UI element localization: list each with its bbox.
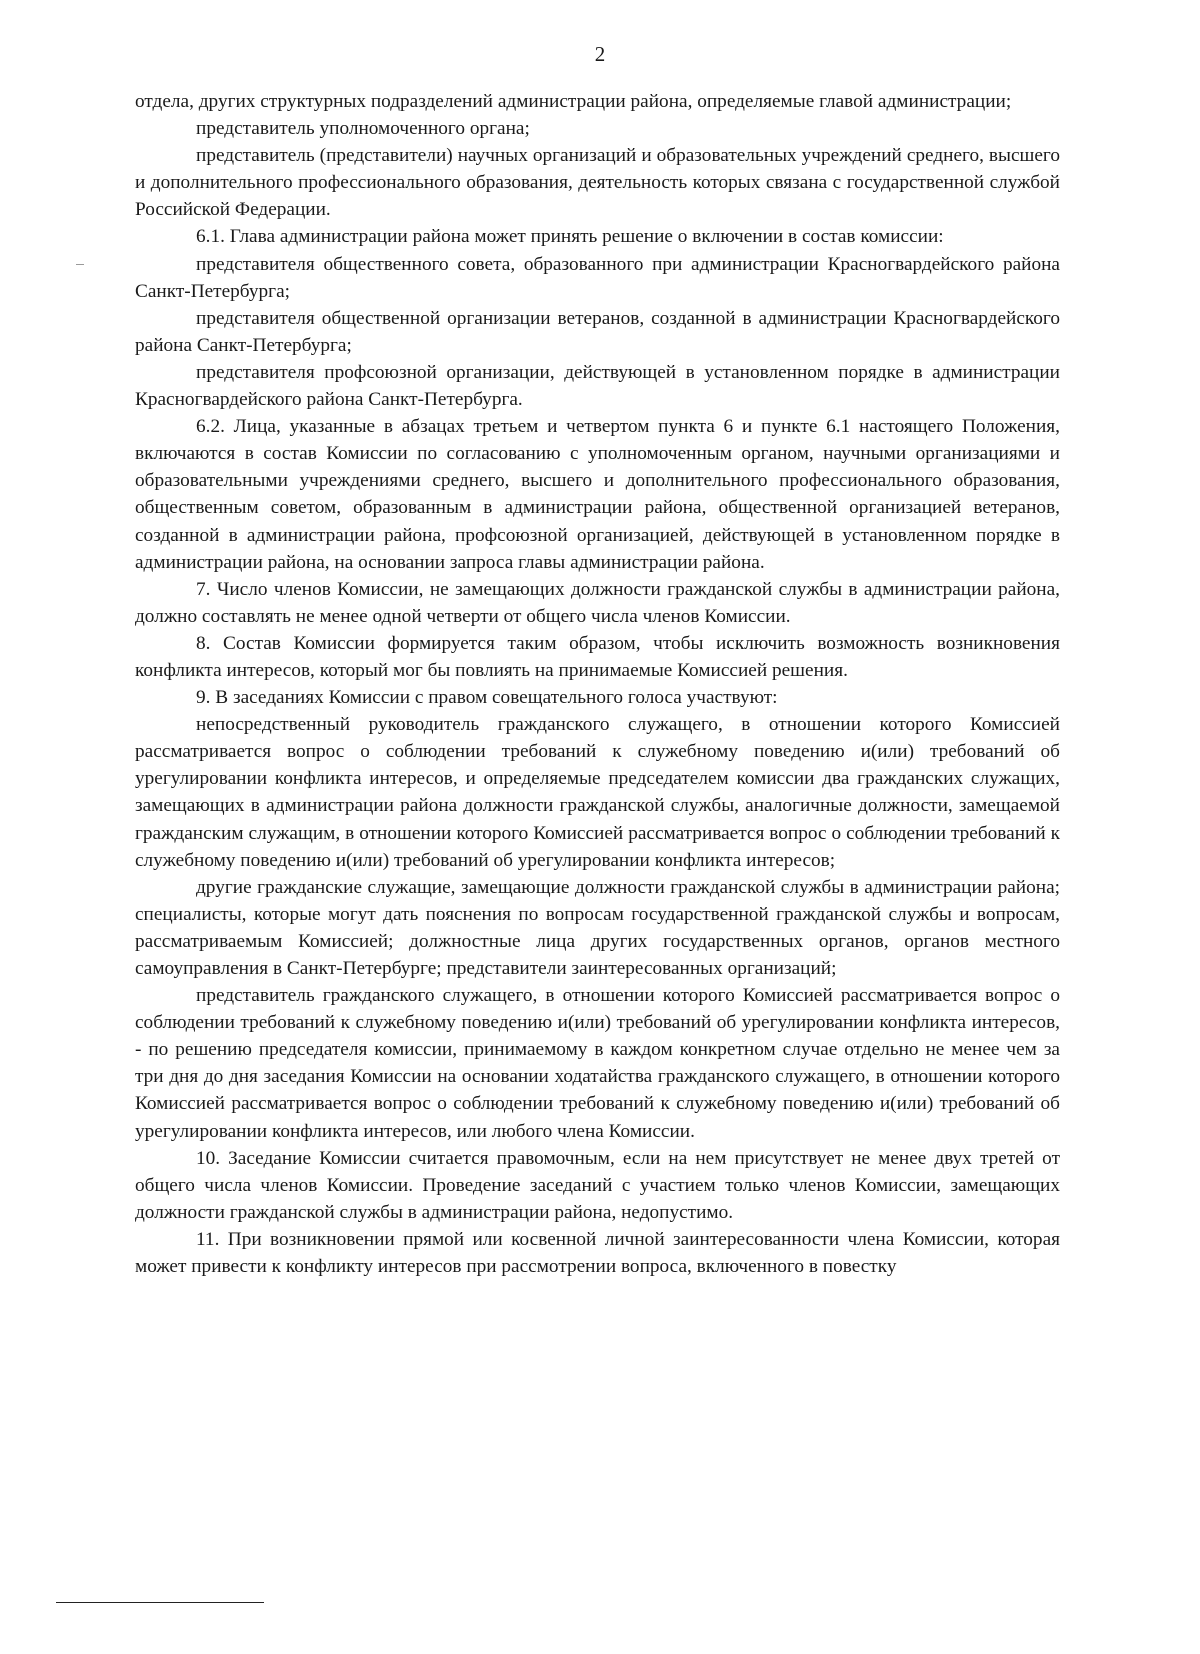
paragraph: 6.2. Лица, указанные в абзацах третьем и четвертом пункта 6 и пункте 6.1 настоящего Положения, включаются в состав Комиссии по согласованию с уполномоченным органом, научными организациями и образовательными учреждениями среднего, высшего и дополнительного профессионального образования, общественным советом, образованным в администрации района, общественной организацией ветеранов, созданной в администрации района, профсоюзной организацией, действующей в установленном порядке в администрации района, на основании запроса главы администрации района. (135, 416, 1060, 573)
paragraph: 9. В заседаниях Комиссии с правом совещательного голоса участвуют: (196, 687, 778, 709)
document-body (135, 88, 1060, 1280)
paragraph: другие гражданские служащие, замещающие должности гражданской службы в администрации района; специалисты, которые могут дать пояснения по вопросам государственной гражданской службы и вопросам, рассматриваемым Комиссией; должностные лица других государственных органов, органов местного самоуправления в Санкт-Петербурге; представители заинтересованных организаций; (135, 876, 1060, 979)
footnote-rule (56, 1602, 264, 1603)
paragraph: 10. Заседание Комиссии считается правомочным, если на нем присутствует не менее двух третей от общего числа членов Комиссии. Проведение заседаний с участием только членов Комиссии, замещающих должности гражданской службы в администрации района, недопустимо. (135, 1147, 1060, 1223)
paragraph: представителя профсоюзной организации, действующей в установленном порядке в администрации Красногвардейского района Санкт-Петербурга. (135, 361, 1060, 411)
paragraph: непосредственный руководитель гражданского служащего, в отношении которого Комиссией рассматривается вопрос о соблюдении требований к служебному поведению и(или) требований об урегулировании конфликта интересов, и определяемые председателем комиссии два гражданских служащих, замещающих в администрации района должности гражданской службы, аналогичные должности, замещаемой гражданским служащим, в отношении которого Комиссией рассматривается вопрос о соблюдении требований к служебному поведению и(или) требований об урегулировании конфликта интересов; (135, 714, 1060, 871)
paragraph: представитель гражданского служащего, в отношении которого Комиссией рассматривается вопрос о соблюдении требований к служебному поведению и(или) требований об урегулировании конфликта интересов, - по решению председателя комиссии, принимаемому в каждом конкретном случае отдельно не менее чем за три дня до дня заседания Комиссии на основании ходатайства гражданского служащего, в отношении которого Комиссией рассматривается вопрос о соблюдении требований к служебному поведению и(или) требований об урегулировании конфликта интересов, или любого члена Комиссии. (135, 985, 1060, 1142)
paragraph: 8. Состав Комиссии формируется таким образом, чтобы исключить возможность возникновения конфликта интересов, который мог бы повлиять на принимаемые Комиссией решения. (135, 632, 1060, 681)
paragraph: отдела, других структурных подразделений администрации района, определяемые главой администрации; (135, 91, 1012, 112)
paragraph: 6.1. Глава администрации района может принять решение о включении в состав комиссии: (196, 226, 944, 248)
paragraph: 7. Число членов Комиссии, не замещающих должности гражданской службы в администрации района, должно составлять не менее одной четверти от общего числа членов Комиссии. (135, 578, 1060, 627)
paragraph: представителя общественной организации ветеранов, созданной в администрации Красногвардейского района Санкт-Петербурга; (135, 307, 1060, 356)
margin-mark (76, 264, 84, 265)
paragraph: представитель уполномоченного органа; (196, 118, 530, 140)
page-number: 2 (594, 42, 606, 66)
paragraph: представителя общественного совета, образованного при администрации Красногвардейского района Санкт-Петербурга; (135, 253, 1060, 302)
paragraph: представитель (представители) научных организаций и образовательных учреждений среднего, высшего и дополнительного профессионального образования, деятельность которых связана с государственной службой Российской Федерации. (135, 145, 1060, 221)
paragraph: 11. При возникновении прямой или косвенной личной заинтересованности члена Комиссии, которая может привести к конфликту интересов при рассмотрении вопроса, включенного в повестку (135, 1228, 1060, 1278)
